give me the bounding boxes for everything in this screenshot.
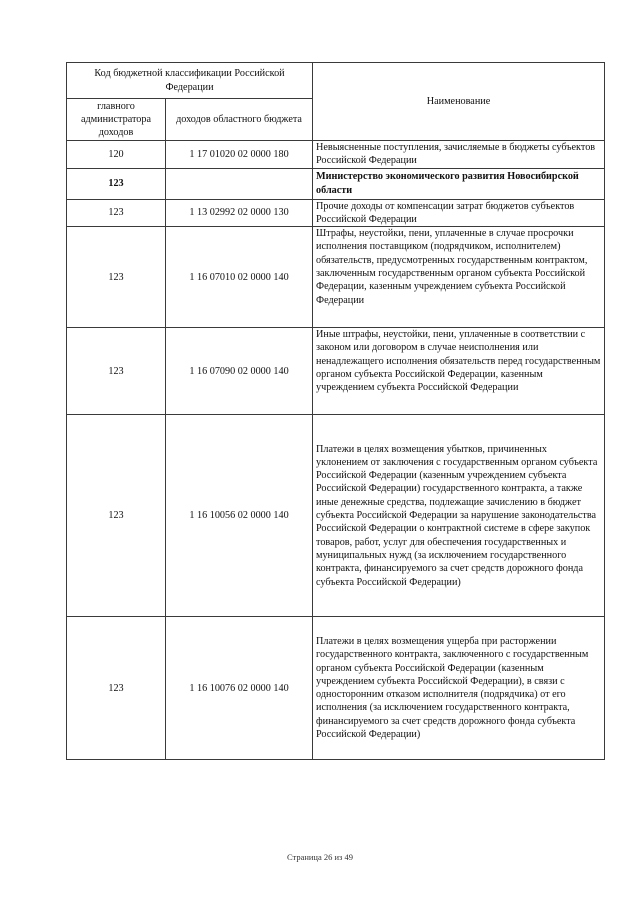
cell-code: 1 13 02992 02 0000 130 (166, 199, 313, 227)
cell-admin: 123 (67, 328, 166, 415)
cell-admin: 123 (67, 227, 166, 328)
header-name: Наименование (313, 63, 605, 141)
cell-name: Иные штрафы, неустойки, пени, уплаченные в соответствии с законом или договором в случае неисполнения или ненадлежащего исполнения обязательств перед государственным органом субъекта Российской Федерации, казенным учреждением субъекта Российской Федерации (313, 328, 605, 415)
cell-name: Прочие доходы от компенсации затрат бюджетов субъектов Российской Федерации (313, 199, 605, 227)
table-row (67, 328, 605, 415)
table-row-section (67, 168, 605, 199)
cell-code (166, 168, 313, 199)
cell-admin: 123 (67, 617, 166, 760)
budget-classification-table (66, 62, 605, 760)
cell-name: Платежи в целях возмещения убытков, причиненных уклонением от заключения с государственным органом субъекта Российской Федерации (казенным учреждением субъекта Российской Федерации) государственного контракта, а также иные денежные средства, подлежащие зачислению в бюджет субъекта Российской Федерации за нарушение законодательства Российской Федерации о контрактной системе в сфере закупок товаров, работ, услуг для обеспечения государственных и муниципальных нужд (за исключением государственного контракта, финансируемого за счет средств дорожного фонда субъекта Российской Федерации) (313, 415, 605, 617)
cell-name: Платежи в целях возмещения ущерба при расторжении государственного контракта, заключенного с государственным органом субъекта Российской Федерации (казенным учреждением субъекта Российской Федерации), в связи с односторонним отказом исполнителя (подрядчика) от его исполнения (за исключением государственного контракта, финансируемого за счет средств дорожного фонда субъекта Российской Федерации) (313, 617, 605, 760)
table-row (67, 227, 605, 328)
cell-code: 1 16 10076 02 0000 140 (166, 617, 313, 760)
table-row (67, 141, 605, 169)
cell-admin: 123 (67, 415, 166, 617)
cell-code: 1 16 07090 02 0000 140 (166, 328, 313, 415)
cell-name: Штрафы, неустойки, пени, уплаченные в случае просрочки исполнения поставщиком (подрядчиком, исполнителем) обязательств, предусмотренных государственным контрактом, заключенным государственным органом субъекта Российской Федерации, казенным учреждением субъекта Российской Федерации (313, 227, 605, 328)
page-number: Страница 26 из 49 (286, 852, 354, 862)
table-row (67, 617, 605, 760)
header-admin: главного администратора доходов (67, 99, 166, 141)
cell-name: Министерство экономического развития Новосибирской области (313, 168, 605, 199)
header-income: доходов областного бюджета (166, 99, 313, 141)
cell-code: 1 17 01020 02 0000 180 (166, 141, 313, 169)
cell-admin: 123 (67, 168, 166, 199)
cell-code: 1 16 07010 02 0000 140 (166, 227, 313, 328)
cell-name: Невыясненные поступления, зачисляемые в бюджеты субъектов Российской Федерации (313, 141, 605, 169)
table-row (67, 415, 605, 617)
cell-admin: 120 (67, 141, 166, 169)
table-row (67, 199, 605, 227)
cell-code: 1 16 10056 02 0000 140 (166, 415, 313, 617)
cell-admin: 123 (67, 199, 166, 227)
header-code-group: Код бюджетной классификации Российской Федерации (67, 63, 313, 99)
